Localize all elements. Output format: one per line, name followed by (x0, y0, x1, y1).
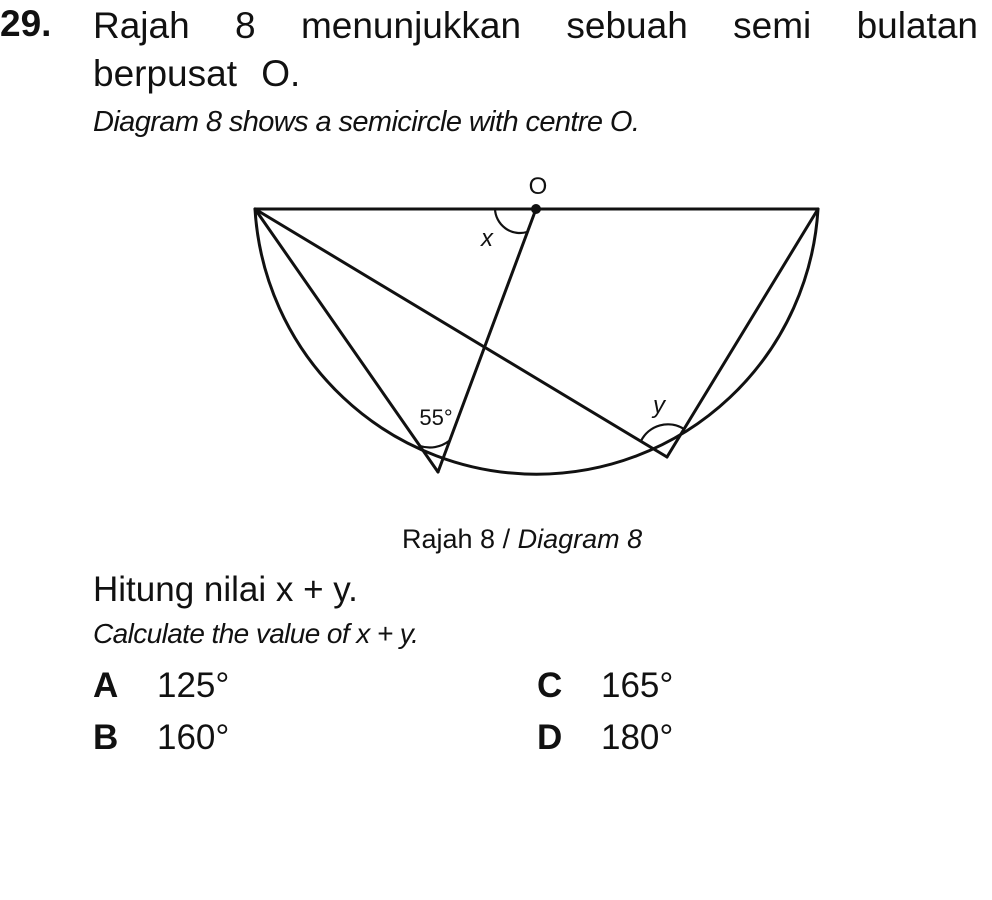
option-value: 180° (601, 718, 674, 757)
angle-arc-x (495, 209, 527, 233)
diagram-caption (402, 522, 642, 556)
option-letter: C (537, 666, 563, 705)
caption-separator: / (495, 524, 518, 554)
option-value: 125° (157, 666, 230, 705)
option-value: 165° (601, 666, 674, 705)
option-a[interactable] (93, 664, 229, 708)
angle-55-label: 55° (419, 405, 453, 430)
question-number: 29. (0, 3, 52, 44)
option-c[interactable] (537, 664, 673, 708)
task-text-english: Calculate the value of x + y. (93, 618, 419, 649)
angle-x-label: x (481, 225, 493, 252)
angle-y-label: y (653, 392, 665, 419)
chord-left-to-p (255, 209, 438, 472)
chord-left-to-q (255, 209, 667, 457)
task-text-malay: Hitung nilai x + y. (93, 570, 358, 609)
question-text-english: Diagram 8 shows a semicircle with centre O. (93, 106, 640, 138)
option-d[interactable] (537, 716, 673, 760)
question-text-malay: Rajah 8 menunjukkan sebuah semi bulatan berpusat O. (93, 5, 978, 94)
option-letter: D (537, 718, 563, 757)
centre-point (531, 204, 541, 214)
semicircle-arc (255, 209, 818, 474)
option-b[interactable] (93, 716, 229, 760)
option-letter: B (93, 718, 119, 757)
option-value: 160° (157, 718, 230, 757)
chord-right-to-q (667, 209, 818, 457)
option-letter: A (93, 666, 119, 705)
caption-english: Diagram 8 (517, 524, 643, 554)
angle-arc-55 (420, 441, 449, 447)
caption-malay: Rajah 8 (402, 524, 496, 554)
centre-label: O (528, 173, 548, 200)
